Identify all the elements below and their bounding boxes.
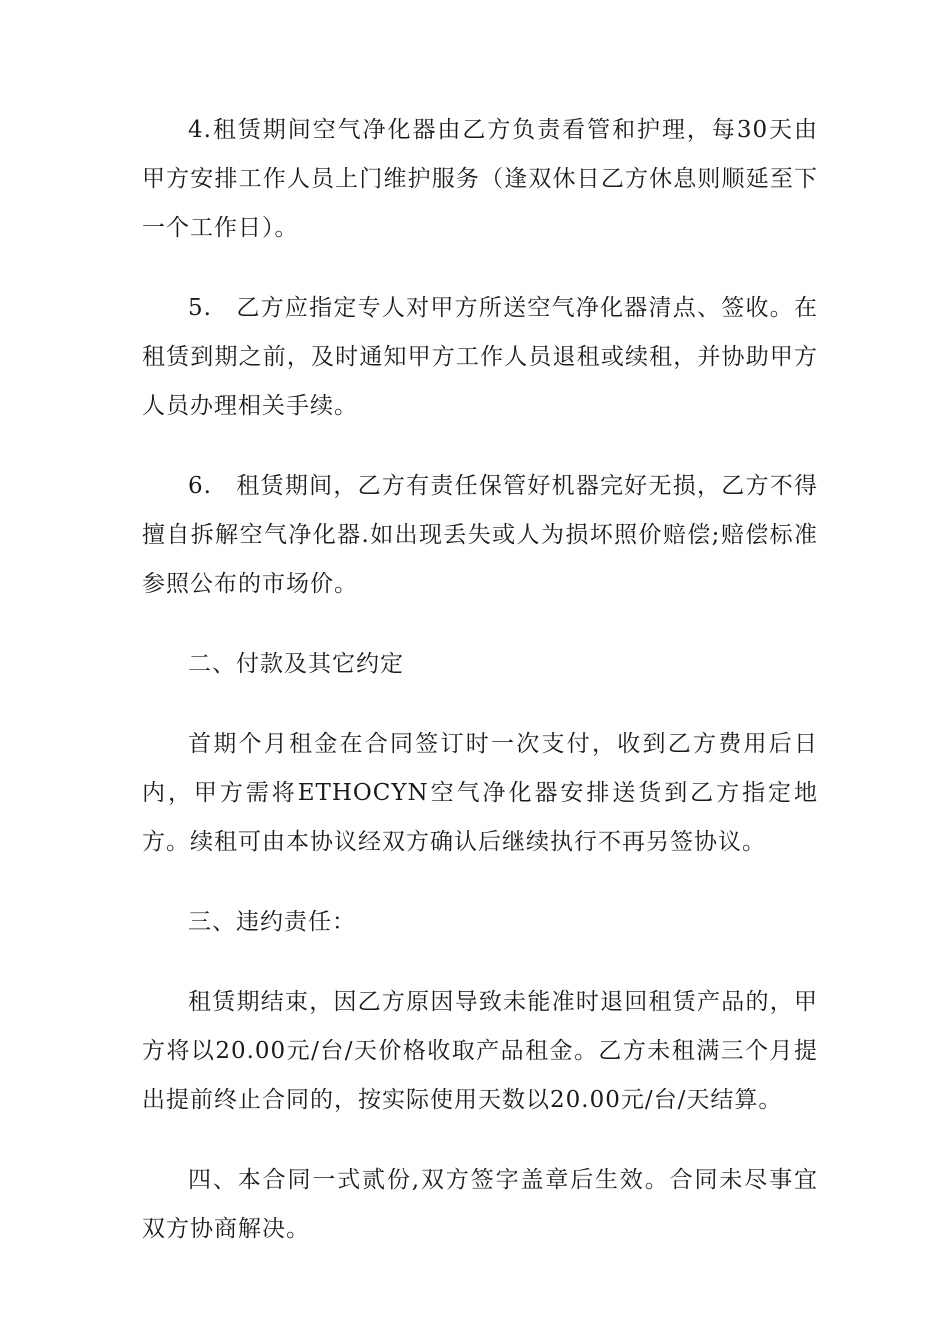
section-3-body: 租赁期结束，因乙方原因导致未能准时退回租赁产品的，甲方将以20.00元/台/天价格收取产品租金。乙方未租满三个月提出提前终止合同的，按实际使用天数以20.00元/台/天结算。: [142, 989, 818, 1113]
section-4-text: 四、本合同一式贰份,双方签字盖章后生效。合同未尽事宜双方协商解决。: [142, 1167, 818, 1242]
section-3-heading: 三、违约责任：: [188, 909, 356, 935]
section-2-body: 首期个月租金在合同签订时一次支付，收到乙方费用后日内，甲方需将ETHOCYN空气净化器安排送货到乙方指定地方。续租可由本协议经双方确认后继续执行不再另签协议。: [142, 731, 818, 855]
clause-6: 6. 租赁期间，乙方有责任保管好机器完好无损，乙方不得擅自拆解空气净化器.如出现丢失或人为损坏照价赔偿;赔偿标准参照公布的市场价。: [142, 473, 818, 597]
clause-5: 5. 乙方应指定专人对甲方所送空气净化器清点、签收。在租赁到期之前，及时通知甲方工作人员退租或续租，并协助甲方人员办理相关手续。: [142, 295, 818, 419]
section-2-heading: 二、付款及其它约定: [188, 651, 404, 677]
document-body: [142, 106, 818, 1285]
clause-4: 4.租赁期间空气净化器由乙方负责看管和护理，每30天由甲方安排工作人员上门维护服务（逢双休日乙方休息则顺延至下一个工作日）。: [142, 117, 818, 241]
